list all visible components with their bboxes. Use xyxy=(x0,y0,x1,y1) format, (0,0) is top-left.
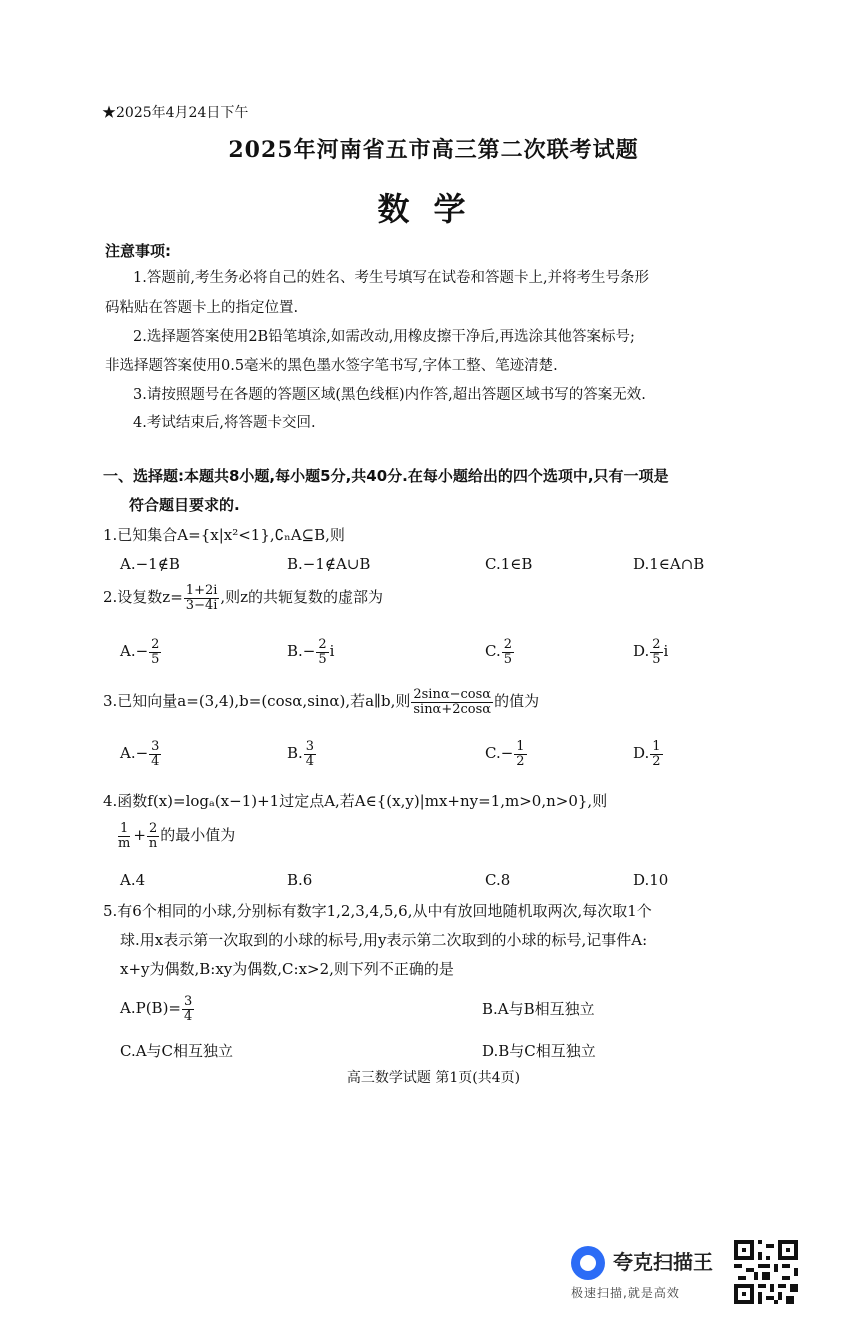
scanner-watermark xyxy=(571,1238,731,1298)
option-fraction xyxy=(149,740,161,768)
q3-option-a xyxy=(120,740,162,768)
notice-heading: 注意事项: xyxy=(105,242,171,260)
q5-option-d: D.B与C相互独立 xyxy=(482,1042,596,1060)
notice-item: 1.答题前,考生务必将自己的姓名、考生号填写在试卷和答题卡上,并将考生号条形 xyxy=(133,270,650,286)
question-5-line-3: x+y为偶数,B:xy为偶数,C:x>2,则下列不正确的是 xyxy=(120,960,454,978)
frac-num: 2 xyxy=(151,637,160,652)
option-label: B.− xyxy=(287,642,316,661)
frac-den: 4 xyxy=(305,753,315,769)
frac-num: 1 xyxy=(516,739,525,754)
option-label: A.− xyxy=(120,744,149,763)
q3-fraction xyxy=(411,688,493,716)
q2-option-c xyxy=(485,638,515,666)
q1-option-d: D.1∈A∩B xyxy=(633,555,705,573)
frac-den: n xyxy=(148,835,158,851)
option-suffix: i xyxy=(329,642,335,661)
frac-den: 5 xyxy=(318,651,327,667)
q5-option-a xyxy=(120,995,195,1023)
frac-den: 4 xyxy=(184,1008,193,1024)
option-label: C. xyxy=(485,642,501,661)
plus-sign: + xyxy=(133,826,146,845)
option-fraction xyxy=(304,740,316,768)
q4-post: 的最小值为 xyxy=(160,826,236,845)
q1-option-c: C.1∈B xyxy=(485,555,533,573)
q4-option-d: D.10 xyxy=(633,871,669,889)
q3-pre: 3.已知向量a=(3,4),b=(cosα,sinα),若a∥b,则 xyxy=(103,692,411,711)
option-fraction xyxy=(650,740,662,768)
brand-logo-icon xyxy=(571,1246,605,1280)
option-fraction xyxy=(149,638,161,666)
q3-option-d xyxy=(633,740,664,768)
frac-num: 2 xyxy=(318,637,327,652)
option-label: A.P(B)= xyxy=(120,999,181,1018)
section-heading: 一、选择题:本题共8小题,每小题5分,共40分.在每小题给出的四个选项中,只有一项是 xyxy=(103,467,669,485)
question-4-expression xyxy=(115,822,235,850)
frac-num: 3 xyxy=(151,739,160,754)
question-3-stem xyxy=(103,688,539,716)
frac-num: 2 xyxy=(503,637,512,652)
q4-fraction-2 xyxy=(147,822,159,850)
option-fraction xyxy=(514,740,526,768)
frac-num: 1 xyxy=(652,739,661,754)
qr-code-icon xyxy=(734,1240,798,1304)
frac-num: 2 xyxy=(652,637,661,652)
frac-den: 2 xyxy=(516,753,525,769)
frac-den: 4 xyxy=(151,753,160,769)
option-label: B. xyxy=(287,744,303,763)
frac-num: 3 xyxy=(184,994,193,1009)
q4-fraction-1 xyxy=(116,822,132,850)
q1-option-b: B.−1∉A∪B xyxy=(287,555,371,573)
option-suffix: i xyxy=(663,642,669,661)
option-label: D. xyxy=(633,642,650,661)
brand-name: 夸克扫描王 xyxy=(613,1250,713,1274)
q3-frac-den: sinα+2cosα xyxy=(413,701,492,717)
frac-den: 2 xyxy=(652,753,661,769)
frac-den: m xyxy=(118,835,131,851)
question-5-line-2: 球.用x表示第一次取到的小球的标号,用y表示第二次取到的小球的标号,记事件A: xyxy=(120,931,648,949)
option-label: C.− xyxy=(485,744,514,763)
frac-num: 2 xyxy=(148,821,158,836)
q2-option-b xyxy=(287,638,334,666)
q2-option-d xyxy=(633,638,668,666)
frac-num: 3 xyxy=(305,739,315,754)
q4-option-b: B.6 xyxy=(287,871,313,889)
question-4-stem: 4.函数f(x)=logₐ(x−1)+1过定点A,若A∈{(x,y)|mx+ny=1,m>0,n>0},则 xyxy=(103,792,608,810)
frac-num: 1 xyxy=(120,821,129,836)
question-2-stem xyxy=(103,584,383,612)
option-label: D. xyxy=(633,744,650,763)
q2-post: ,则z的共轭复数的虚部为 xyxy=(220,588,384,607)
question-1-stem: 1.已知集合A={x|x²<1},∁ₙA⊆B,则 xyxy=(103,526,345,544)
q5-option-b: B.A与B相互独立 xyxy=(482,1000,595,1018)
exam-subject: 数学 xyxy=(377,190,490,228)
q2-fraction xyxy=(184,584,220,612)
q2-pre: 2.设复数z= xyxy=(103,588,183,607)
brand-tagline: 极速扫描,就是高效 xyxy=(571,1286,680,1300)
frac-den: 5 xyxy=(652,651,661,667)
page-footer: 高三数学试题 第1页(共4页) xyxy=(346,1070,521,1086)
q3-post: 的值为 xyxy=(494,692,540,711)
exam-date: ★2025年4月24日下午 xyxy=(102,105,249,121)
option-fraction xyxy=(316,638,328,666)
option-fraction xyxy=(650,638,662,666)
q2-frac-num: 1+2i xyxy=(185,583,218,598)
option-fraction xyxy=(182,995,194,1023)
q1-option-a: A.−1∉B xyxy=(120,555,180,573)
notice-item: 3.请按照题号在各题的答题区域(黑色线框)内作答,超出答题区域书写的答案无效. xyxy=(133,387,646,403)
option-fraction xyxy=(502,638,514,666)
notice-item: 2.选择题答案使用2B铅笔填涂,如需改动,用橡皮擦干净后,再选涂其他答案标号; xyxy=(133,329,635,345)
notice-item: 码粘贴在答题卡上的指定位置. xyxy=(105,300,299,316)
notice-item: 4.考试结束后,将答题卡交回. xyxy=(133,415,316,431)
exam-title: 2025年河南省五市高三第二次联考试题 xyxy=(228,137,639,163)
q4-option-c: C.8 xyxy=(485,871,511,889)
frac-den: 5 xyxy=(503,651,512,667)
q2-frac-den: 3−4i xyxy=(185,597,218,613)
q3-option-c xyxy=(485,740,528,768)
q2-option-a xyxy=(120,638,162,666)
q3-option-b xyxy=(287,740,317,768)
section-heading-cont: 符合题目要求的. xyxy=(129,496,240,514)
option-label: A.− xyxy=(120,642,149,661)
frac-den: 5 xyxy=(151,651,160,667)
q4-option-a: A.4 xyxy=(120,871,146,889)
q3-frac-num: 2sinα−cosα xyxy=(413,687,492,702)
question-5-line-1: 5.有6个相同的小球,分别标有数字1,2,3,4,5,6,从中有放回地随机取两次,每次取1个 xyxy=(103,902,652,920)
notice-item: 非选择题答案使用0.5毫米的黑色墨水签字笔书写,字体工整、笔迹清楚. xyxy=(105,358,558,374)
q5-option-c: C.A与C相互独立 xyxy=(120,1042,234,1060)
